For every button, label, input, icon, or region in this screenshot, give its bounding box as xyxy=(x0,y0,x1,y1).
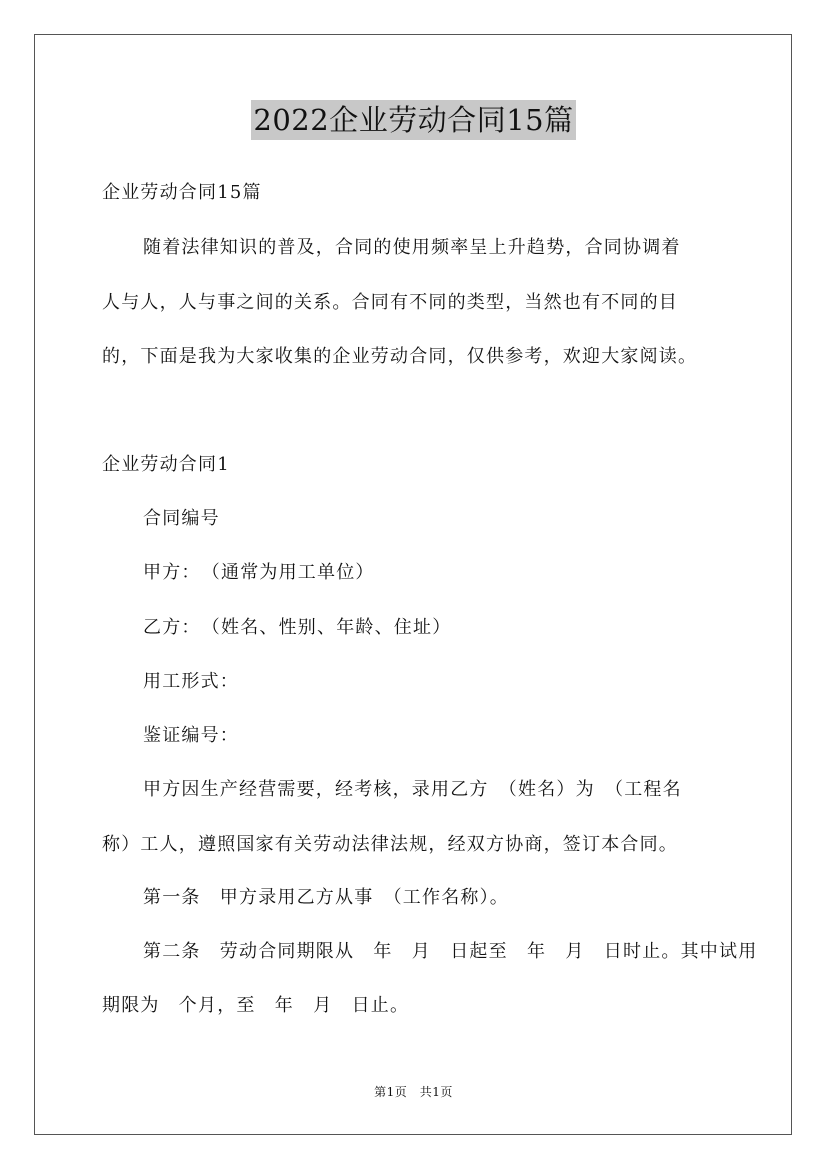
document-title: 2022企业劳动合同15篇 xyxy=(251,100,575,140)
document-subtitle: 企业劳动合同15篇 xyxy=(102,182,262,203)
title-container xyxy=(0,100,827,140)
intro-line-2: 人与人，人与事之间的关系。合同有不同的类型，当然也有不同的目 xyxy=(102,292,678,313)
page-footer: 第1页 共1页 xyxy=(374,1085,453,1099)
body-paragraph-1-line-2: 称）工人，遵照国家有关劳动法律法规，经双方协商，签订本合同。 xyxy=(102,834,678,855)
party-a-field: 甲方： （通常为用工单位） xyxy=(143,562,375,583)
verification-number-field: 鉴证编号： xyxy=(143,725,239,746)
employment-form-field: 用工形式： xyxy=(143,671,239,692)
article-2-line-2: 期限为 个月，至 年 月 日止。 xyxy=(102,995,410,1016)
section-heading: 企业劳动合同1 xyxy=(102,454,230,475)
article-2-line-1: 第二条 劳动合同期限从 年 月 日起至 年 月 日时止。其中试用 xyxy=(143,941,758,962)
intro-line-3: 的，下面是我为大家收集的企业劳动合同，仅供参考，欢迎大家阅读。 xyxy=(102,346,698,367)
party-b-field: 乙方： （姓名、性别、年龄、住址） xyxy=(143,617,452,638)
contract-number-label: 合同编号 xyxy=(143,508,220,529)
intro-line-1: 随着法律知识的普及，合同的使用频率呈上升趋势，合同协调着 xyxy=(143,237,681,258)
body-paragraph-1-line-1: 甲方因生产经营需要，经考核，录用乙方 （姓名）为 （工程名 xyxy=(143,779,682,800)
article-1: 第一条 甲方录用乙方从事 （工作名称）。 xyxy=(143,887,509,908)
